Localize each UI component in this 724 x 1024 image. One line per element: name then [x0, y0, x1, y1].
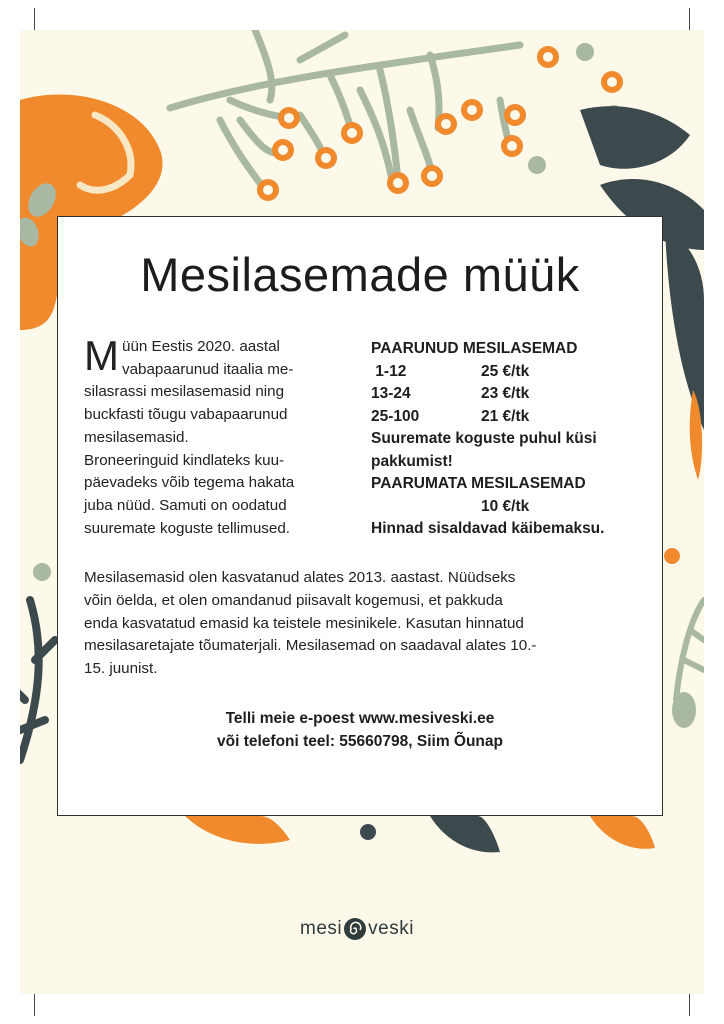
intro-line: päevadeks võib tegema hakata: [84, 474, 295, 492]
body-line: 15. juunist.: [84, 660, 158, 678]
bulk-note: pakkumist!: [371, 452, 453, 470]
sage-branch: [676, 600, 704, 700]
price-row: [371, 496, 651, 519]
contact-info: [58, 708, 662, 753]
intro-line: vabapaarunud itaalia me-: [122, 360, 294, 378]
body-line: Mesilasemasid olen kasvatanud alates 2013. aastast. Nüüdseks: [84, 569, 516, 586]
bulk-note: Suuremate koguste puhul küsi: [371, 430, 597, 447]
price-value: 25 €/tk: [481, 362, 530, 380]
intro-line: Broneeringuid kindlateks kuu-: [84, 451, 285, 469]
body-line: enda kasvatatud emasid ka teistele mesinikele. Kasutan hinnatud: [84, 614, 524, 632]
berries: [257, 43, 623, 201]
price-row: [371, 406, 651, 429]
intro-line: juba nüüd. Samuti on oodatud: [84, 496, 287, 514]
dark-leaf-shape: [430, 816, 500, 852]
sage-leaf-shape: [672, 692, 696, 728]
intro-line: silasrassi mesilasemasid ning: [84, 383, 285, 401]
price-list: [371, 338, 651, 541]
intro-line: suuremate koguste tellimused.: [84, 519, 290, 537]
dark-berry: [360, 824, 376, 840]
crop-mark: [34, 8, 35, 30]
crop-mark: [34, 994, 35, 1016]
price-row: [371, 383, 651, 406]
sage-berry: [33, 563, 51, 581]
intro-line: üün Eestis 2020. aastal: [122, 338, 280, 355]
dark-leaf-shape: [665, 230, 704, 430]
body-line: võin öelda, et olen omandanud piisavalt kogemusi, et pakkuda: [84, 591, 503, 609]
mated-heading: PAARUNUD MESILASEMAD: [371, 340, 578, 357]
contact-web: Telli meie e-poest www.mesiveski.ee: [225, 710, 495, 727]
logo-text-left: mesi: [300, 918, 343, 939]
drop-cap: M: [84, 332, 119, 379]
vat-note: Hinnad sisaldavad käibemaksu.: [371, 520, 605, 537]
intro-line: mesilasemasid.: [84, 428, 189, 446]
price-row: [371, 361, 651, 384]
price-value: 10 €/tk: [481, 497, 530, 515]
price-range: 1-12: [371, 362, 407, 380]
orange-berry: [664, 548, 680, 564]
price-value: 23 €/tk: [481, 385, 530, 402]
crop-mark: [689, 994, 690, 1016]
unmated-heading: PAARUMATA MESILASEMAD: [371, 475, 586, 492]
orange-leaf-shape: [185, 816, 290, 844]
crop-mark: [689, 8, 690, 30]
logo-text-right: veski: [368, 918, 414, 939]
contact-phone: või telefoni teel: 55660798, Siim Õunap: [217, 732, 503, 750]
page-title: Mesilasemade müük: [140, 248, 580, 301]
spiral-logo-icon: [343, 917, 367, 941]
body-paragraph: [84, 567, 644, 681]
price-spacer: [371, 496, 481, 519]
price-value: 21 €/tk: [481, 407, 530, 425]
orange-leaf-shape: [590, 816, 655, 849]
content-card: [57, 216, 663, 816]
mesiveski-logo: [300, 914, 414, 944]
intro-line: buckfasti tõugu vabapaarunud: [84, 406, 288, 424]
dark-leaf-shape: [580, 106, 690, 169]
price-range: 13-24: [371, 385, 411, 402]
dark-branch: [20, 600, 55, 760]
intro-paragraph: [84, 332, 346, 540]
price-range: 25-100: [371, 407, 420, 425]
body-line: mesilasaretajate tõumaterjali. Mesilasemad on saadaval alates 10.-: [84, 637, 537, 655]
